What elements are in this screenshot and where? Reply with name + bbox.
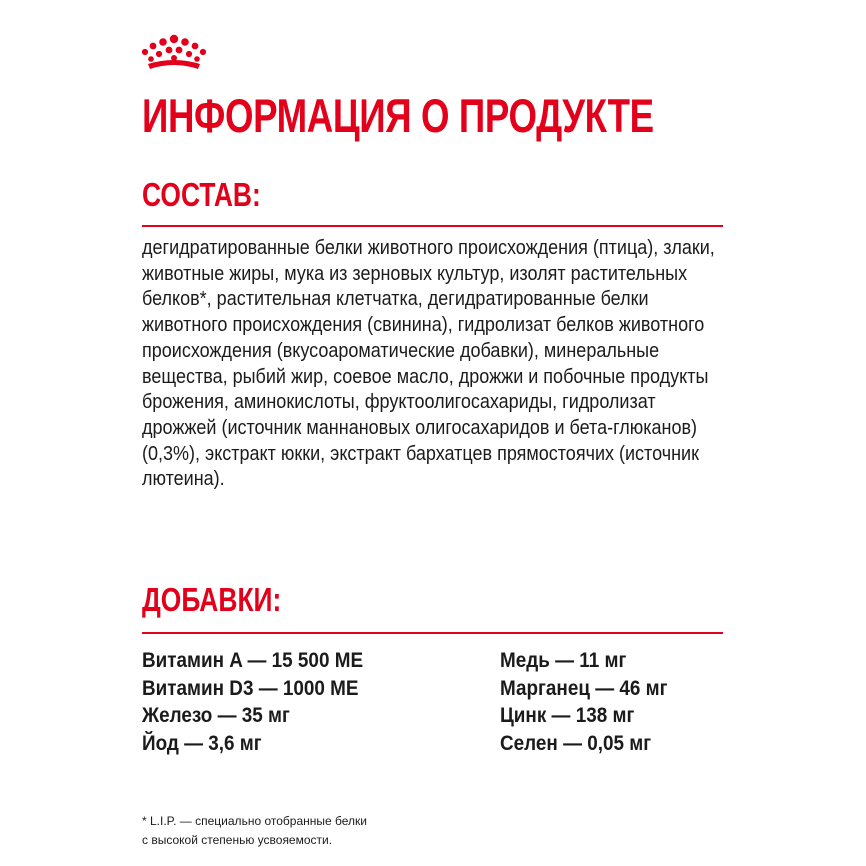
additive-item: Селен — 0,05 мг bbox=[500, 731, 652, 755]
composition-heading: СОСТАВ: bbox=[142, 176, 261, 213]
additives-heading: ДОБАВКИ: bbox=[142, 581, 282, 618]
footnote-line: * L.I.P. — специально отобранные белки bbox=[142, 814, 367, 828]
composition-divider bbox=[142, 225, 723, 227]
additives-list-left bbox=[142, 647, 388, 757]
additive-item: Йод — 3,6 мг bbox=[142, 731, 262, 755]
footnote bbox=[142, 812, 367, 850]
additive-item: Витамин D3 — 1000 МЕ bbox=[142, 676, 359, 700]
footnote-line: с высокой степенью усвояемости. bbox=[142, 833, 333, 847]
composition-text: дегидратированные белки животного происхождения (птица), злаки, животные жиры, мука из зерновых культур, изолят растительных белков*, растительная клетчатка, дегидратированные белки животного происхождения (свинина), гидролизат белков животного происхождения (вкусоароматические добавки), минеральные вещества, рыбий жир, соевое масло, дрожжи и побочные продукты брожения, аминокислоты, фруктоолигосахариды, гидролизат дрожжей (источник маннановых олигосахаридов и бета-глюканов) (0,3%), экстракт юкки, экстракт бархатцев прямостоячих (источник лютеина). bbox=[142, 237, 715, 491]
additive-item: Медь — 11 мг bbox=[500, 649, 627, 672]
additives-divider bbox=[142, 632, 723, 634]
additive-item: Витамин A — 15 500 МЕ bbox=[142, 649, 364, 672]
additive-item: Железо — 35 мг bbox=[142, 704, 290, 727]
additives-list-right bbox=[500, 647, 686, 757]
additive-item: Цинк — 138 мг bbox=[500, 704, 635, 727]
page-title: ИНФОРМАЦИЯ О ПРОДУКТЕ bbox=[142, 89, 654, 142]
additive-item: Марганец — 46 мг bbox=[500, 676, 668, 700]
crown-icon bbox=[140, 34, 208, 74]
